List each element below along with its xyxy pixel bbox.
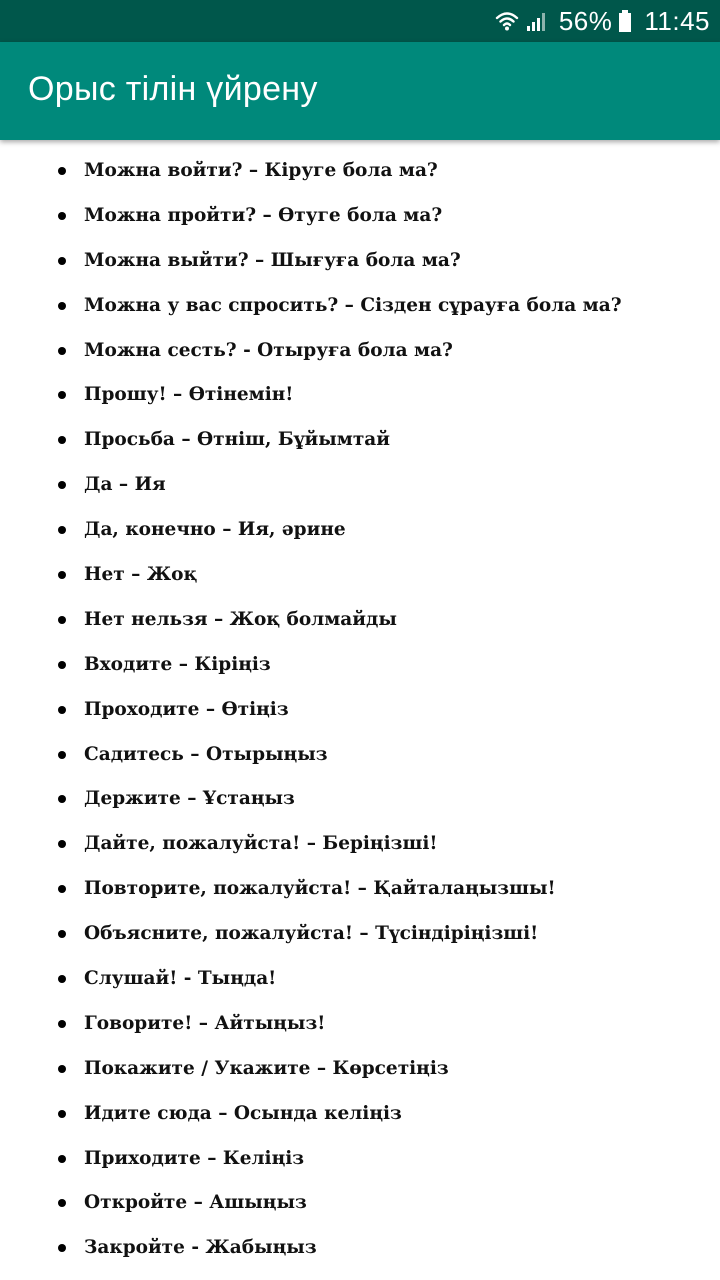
- list-item: [0, 468, 720, 513]
- phrase-text: Прошу! – Өтінемін!: [84, 384, 294, 406]
- bullet-icon: [58, 661, 66, 669]
- list-item: [0, 1186, 720, 1231]
- bullet-icon: [58, 1199, 66, 1207]
- list-item: [0, 423, 720, 468]
- list-item: [0, 782, 720, 827]
- list-item: [0, 827, 720, 872]
- status-icons: [495, 0, 710, 42]
- phrase-text: Можна выйти? – Шығуға бола ма?: [84, 249, 461, 271]
- bullet-icon: [58, 481, 66, 489]
- list-item: [0, 603, 720, 648]
- list-item: [0, 1231, 720, 1276]
- phrase-list: [0, 140, 720, 1276]
- phrase-text: Держите – Ұстаңыз: [84, 788, 295, 810]
- phrase-text: Входите – Кіріңіз: [84, 653, 271, 675]
- list-item: [0, 1007, 720, 1052]
- list-item: [0, 917, 720, 962]
- bullet-icon: [58, 391, 66, 399]
- list-item: [0, 244, 720, 289]
- battery-percent: 56%: [558, 6, 613, 36]
- bullet-icon: [58, 840, 66, 848]
- phrase-text: Да – Ия: [84, 474, 166, 496]
- bullet-icon: [58, 1110, 66, 1118]
- bullet-icon: [58, 526, 66, 534]
- list-item: [0, 693, 720, 738]
- bullet-icon: [58, 795, 66, 803]
- phrase-text: Просьба – Өтніш, Бұйымтай: [84, 429, 390, 451]
- phrase-text: Слушай! - Тыңда!: [84, 968, 277, 990]
- phrase-text: Откройте – Ашыңыз: [84, 1192, 307, 1214]
- list-item: [0, 738, 720, 783]
- bullet-icon: [58, 930, 66, 938]
- phrase-content[interactable]: [0, 140, 720, 1280]
- bullet-icon: [58, 302, 66, 310]
- phrase-text: Закройте - Жабыңыз: [84, 1237, 317, 1259]
- bullet-icon: [58, 1065, 66, 1073]
- phrase-text: Проходите – Өтіңіз: [84, 698, 289, 720]
- app-bar: [0, 42, 720, 140]
- list-item: [0, 199, 720, 244]
- list-item: [0, 558, 720, 603]
- phrase-text: Говорите! – Айтыңыз!: [84, 1012, 326, 1034]
- phrase-text: Нет нельзя – Жоқ болмайды: [84, 608, 397, 630]
- list-item: [0, 1142, 720, 1187]
- bullet-icon: [58, 257, 66, 265]
- phrase-text: Садитесь – Отырыңыз: [84, 743, 328, 765]
- bullet-icon: [58, 751, 66, 759]
- list-item: [0, 1097, 720, 1142]
- bullet-icon: [58, 347, 66, 355]
- phrase-text: Дайте, пожалуйста! – Беріңізші!: [84, 833, 438, 855]
- wifi-icon: [495, 9, 519, 33]
- app-title: Орыс тілін үйрену: [28, 70, 318, 108]
- list-item: [0, 962, 720, 1007]
- phrase-text: Нет – Жоқ: [84, 564, 198, 586]
- phrase-text: Можна у вас спросить? – Сізден сұрауға бола ма?: [84, 294, 622, 316]
- bullet-icon: [58, 571, 66, 579]
- phrase-text: Да, конечно – Ия, әрине: [84, 519, 346, 541]
- bullet-icon: [58, 616, 66, 624]
- list-item: [0, 154, 720, 199]
- list-item: [0, 289, 720, 334]
- phrase-text: Объясните, пожалуйста! – Түсіндіріңізші!: [84, 923, 539, 945]
- phrase-text: Можна сесть? - Отыруға бола ма?: [84, 339, 453, 361]
- bullet-icon: [58, 167, 66, 175]
- status-bar: [0, 0, 720, 42]
- list-item: [0, 648, 720, 693]
- phrase-text: Можна пройти? – Өтуге бола ма?: [84, 204, 443, 226]
- bullet-icon: [58, 1155, 66, 1163]
- bullet-icon: [58, 975, 66, 983]
- bullet-icon: [58, 1020, 66, 1028]
- bullet-icon: [58, 436, 66, 444]
- phrase-text: Идите сюда – Осында келіңіз: [84, 1102, 402, 1124]
- battery-icon: [618, 9, 632, 33]
- list-item: [0, 378, 720, 423]
- phrase-text: Приходите – Келіңіз: [84, 1147, 305, 1169]
- list-item: [0, 872, 720, 917]
- list-item: [0, 1052, 720, 1097]
- list-item: [0, 334, 720, 379]
- phrase-text: Покажите / Укажите – Көрсетіңіз: [84, 1057, 449, 1079]
- bullet-icon: [58, 212, 66, 220]
- bullet-icon: [58, 1244, 66, 1252]
- phrase-text: Можна войти? – Кіруге бола ма?: [84, 160, 438, 181]
- list-item: [0, 513, 720, 558]
- phrase-text: Повторите, пожалуйста! – Қайталаңызшы!: [84, 878, 556, 900]
- bullet-icon: [58, 885, 66, 893]
- signal-icon: [525, 9, 549, 33]
- bullet-icon: [58, 706, 66, 714]
- clock: 11:45: [644, 6, 710, 36]
